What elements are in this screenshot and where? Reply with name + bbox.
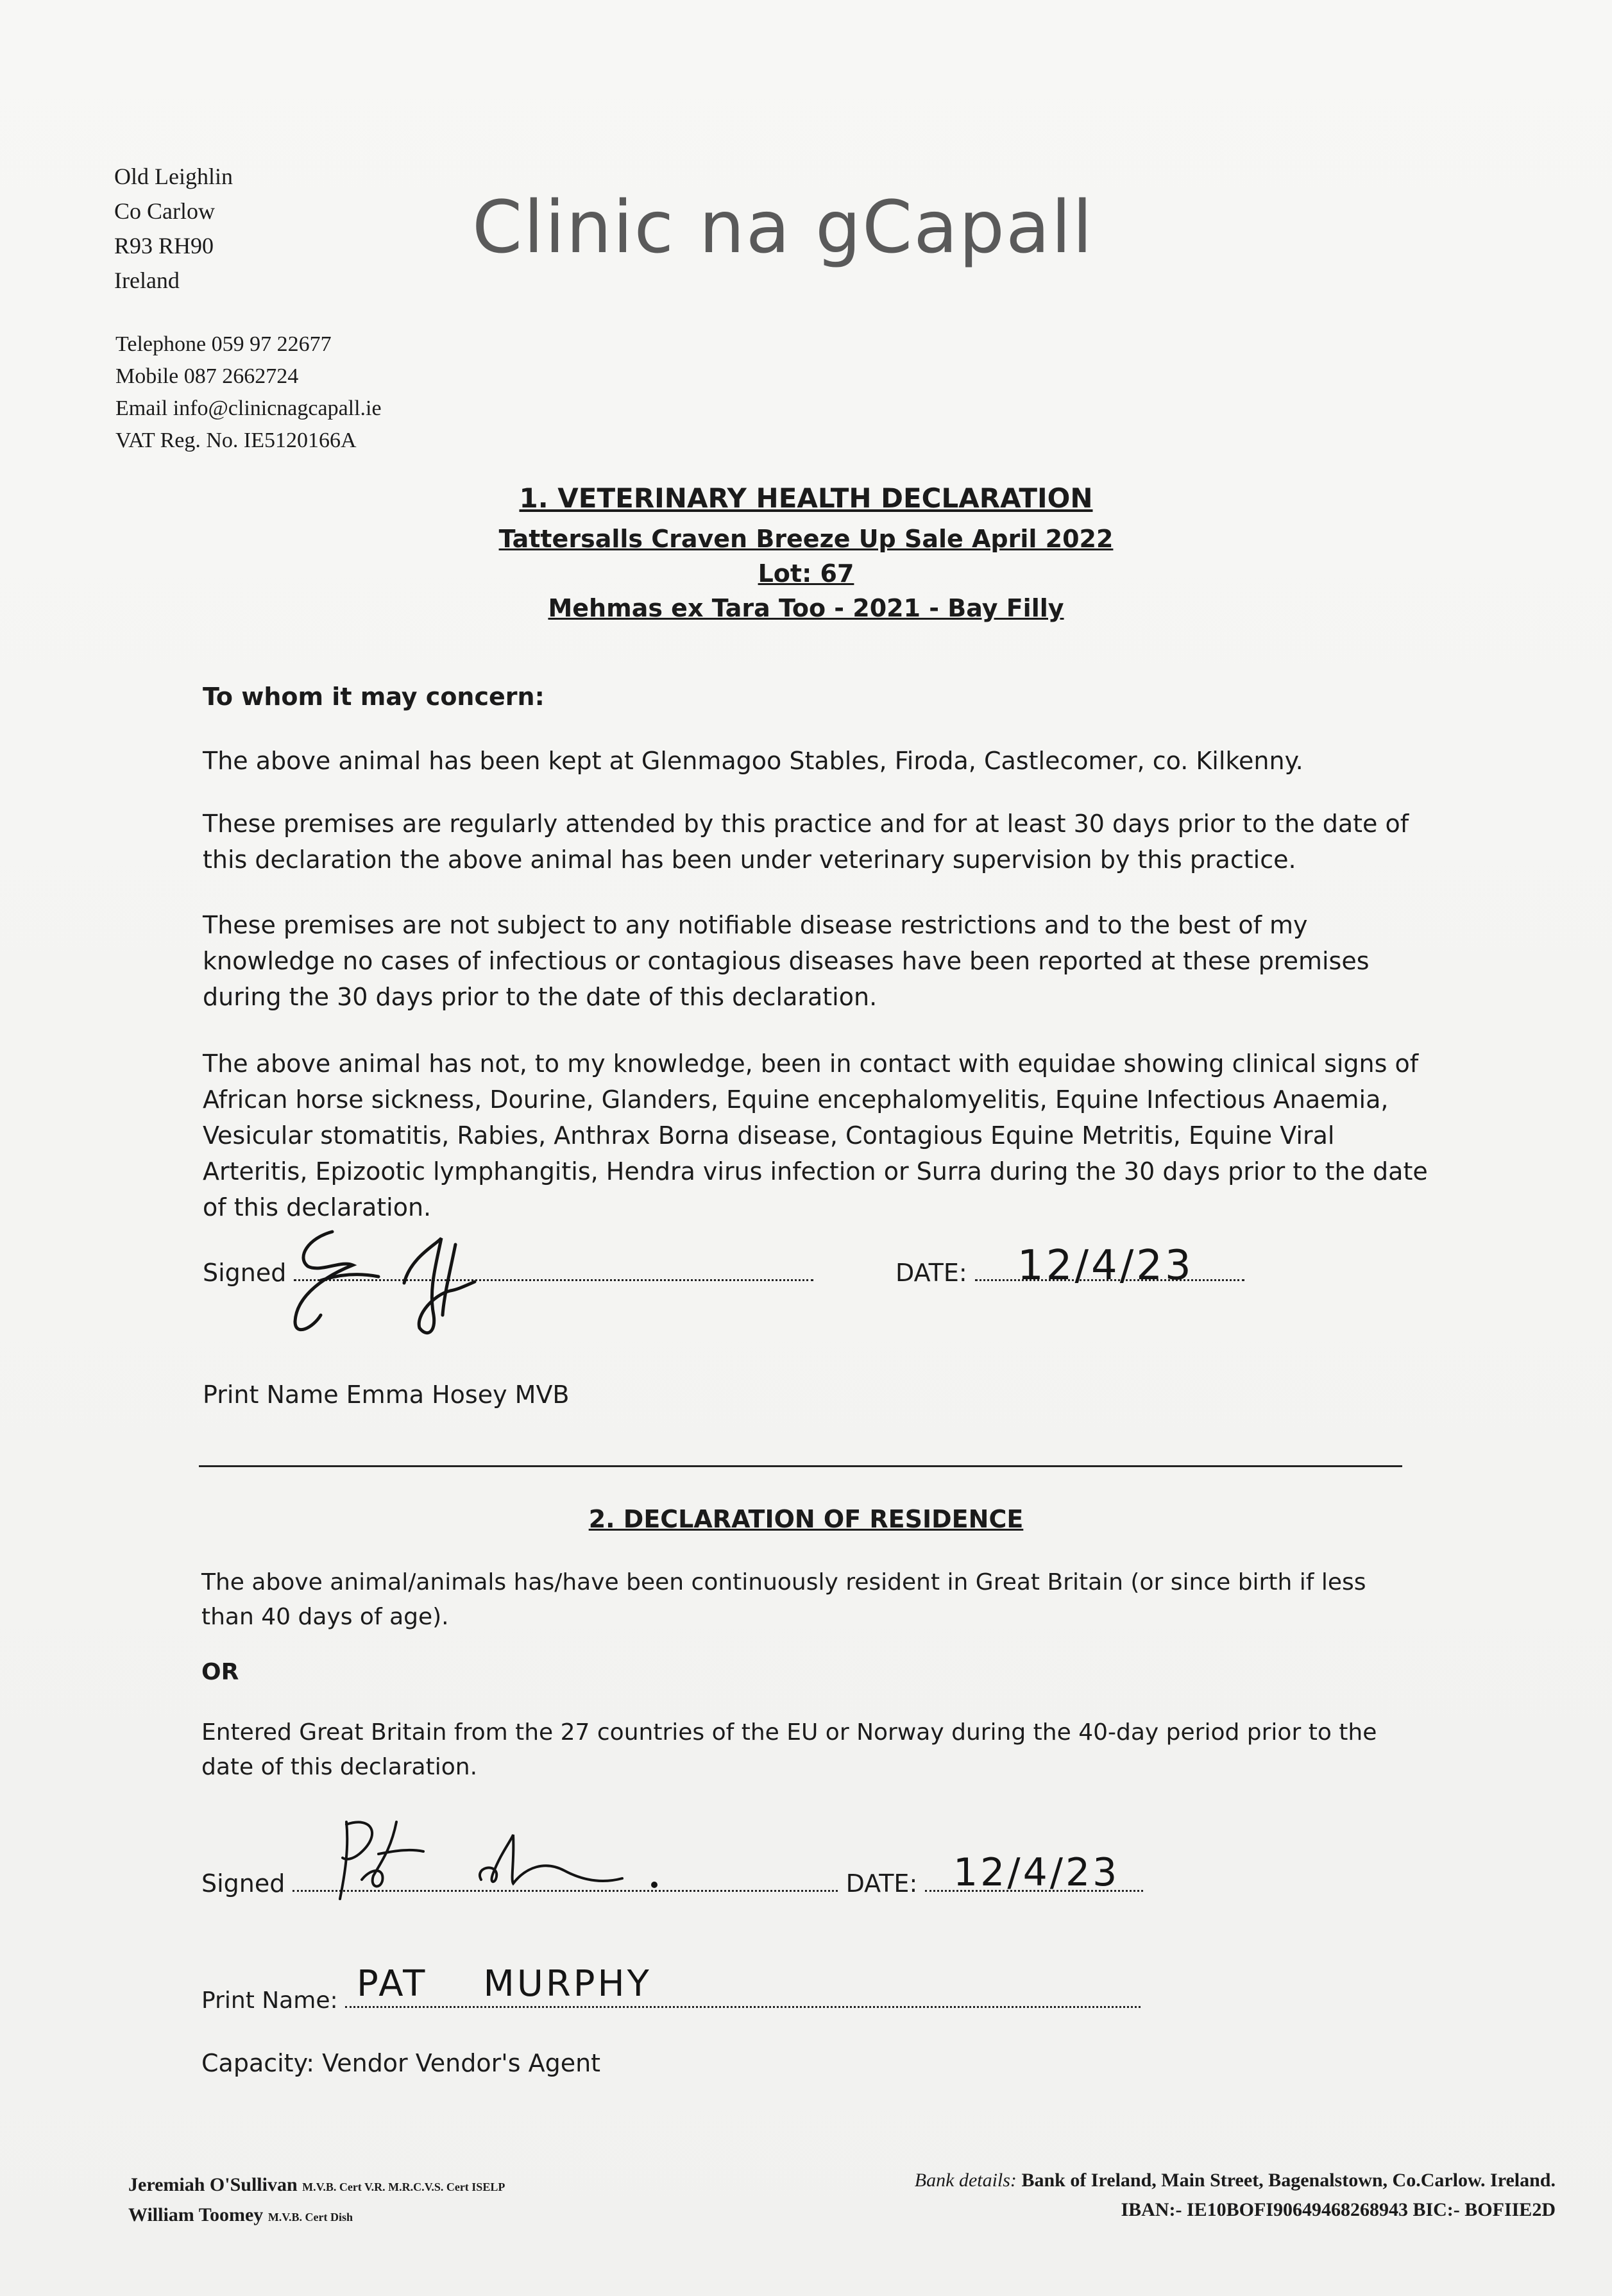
address-line: Ireland [114, 268, 180, 293]
or-separator: OR [201, 1659, 239, 1685]
address-line: R93 RH90 [114, 233, 214, 259]
handwritten-print-name: PAT MURPHY [357, 1963, 652, 2005]
capacity: Capacity: Vendor Vendor's Agent [201, 2049, 601, 2077]
vet-name: William Toomey [128, 2204, 264, 2225]
address-line: Old Leighlin [114, 164, 233, 189]
animal-description: Mehmas ex Tara Too - 2021 - Bay Filly [548, 594, 1064, 622]
print-name-label: Print Name: [201, 1987, 338, 2014]
residence-title: 2. DECLARATION OF RESIDENCE [588, 1505, 1024, 1533]
signed-label: Signed [201, 1869, 285, 1898]
vat-number: VAT Reg. No. IE5120166A [115, 429, 357, 452]
bank-label: Bank details: [914, 2170, 1017, 2191]
date-label: DATE: [895, 1259, 967, 1287]
address-line: Co Carlow [114, 198, 215, 224]
clinic-contact [115, 328, 382, 457]
paragraph-supervision [203, 806, 1434, 878]
print-name-row [201, 1987, 1141, 2014]
iban-bic: IBAN:- IE10BOFI90649468268943 BIC:- BOFIIE2D [1121, 2199, 1556, 2220]
email: Email info@clinicnagcapall.ie [115, 396, 382, 420]
vet-name: Jeremiah O'Sullivan [128, 2174, 298, 2195]
handwritten-date: 12/4/23 [953, 1850, 1120, 1895]
paragraph-premises [203, 743, 1434, 779]
paragraph-disease-contact [203, 1046, 1434, 1225]
paragraph-restrictions [203, 907, 1434, 1015]
declaration-title: 1. VETERINARY HEALTH DECLARATION [519, 482, 1093, 514]
telephone: Telephone 059 97 22677 [115, 332, 332, 356]
residence-paragraph-1: The above animal/animals has/have been continuously resident in Great Britain (or since birth if less than 40 days of age). [201, 1569, 1366, 1630]
mobile: Mobile 087 2662724 [115, 364, 299, 388]
paragraph-text: These premises are not subject to any notifiable disease restrictions and to the best of my knowledge no cases of infectious or contagious diseases have been reported at these premises during the 30 days prior to the date of this declaration. [203, 911, 1370, 1011]
vet-qualifications: M.V.B. Cert Dish [267, 2211, 353, 2224]
paragraph-text: These premises are regularly attended by this practice and for at least 30 days prior to the date of this declaration the above animal has been under veterinary supervision by this practice. [203, 810, 1409, 874]
salutation: To whom it may concern: [203, 683, 545, 711]
lot-number: Lot: 67 [758, 559, 854, 588]
sale-name: Tattersalls Craven Breeze Up Sale April 2022 [498, 525, 1114, 553]
clinic-logo-text: Clinic na gCapall [472, 186, 1094, 269]
handwritten-date: 12/4/23 [1017, 1242, 1194, 1289]
vet-print-name: Print Name Emma Hosey MVB [203, 1381, 570, 1409]
vet-signature [282, 1219, 513, 1341]
clinic-address [114, 159, 233, 298]
practice-vets [128, 2171, 505, 2231]
signed-label: Signed [203, 1259, 287, 1287]
section-divider [199, 1465, 1402, 1467]
date-label: DATE: [845, 1869, 918, 1898]
paragraph-text: The above animal has not, to my knowledge, been in contact with equidae showing clinical signs of African horse sickness, Dourine, Glanders, Equine encephalomyelitis, Equine Infectious Anaemia, Vesicular stomatitis, Rabies, Anthrax Borna disease, Contagious Equine Metritis, Equine Viral Arteritis, Epizootic lymphangitis, Hendra virus infection or Surra during the 30 days prior to the date of this declaration. [203, 1050, 1428, 1221]
bank-details [915, 2166, 1556, 2225]
vendor-signature [321, 1809, 680, 1905]
paragraph-text: The above animal has been kept at Glenmagoo Stables, Firoda, Castlecomer, co. Kilkenny. [203, 747, 1303, 775]
residence-paragraph-2: Entered Great Britain from the 27 countries of the EU or Norway during the 40-day period prior to the date of this declaration. [201, 1719, 1377, 1780]
bank-address: Bank of Ireland, Main Street, Bagenalstown, Co.Carlow. Ireland. [1021, 2170, 1556, 2191]
vet-qualifications: M.V.B. Cert V.R. M.R.C.V.S. Cert ISELP [302, 2181, 505, 2193]
